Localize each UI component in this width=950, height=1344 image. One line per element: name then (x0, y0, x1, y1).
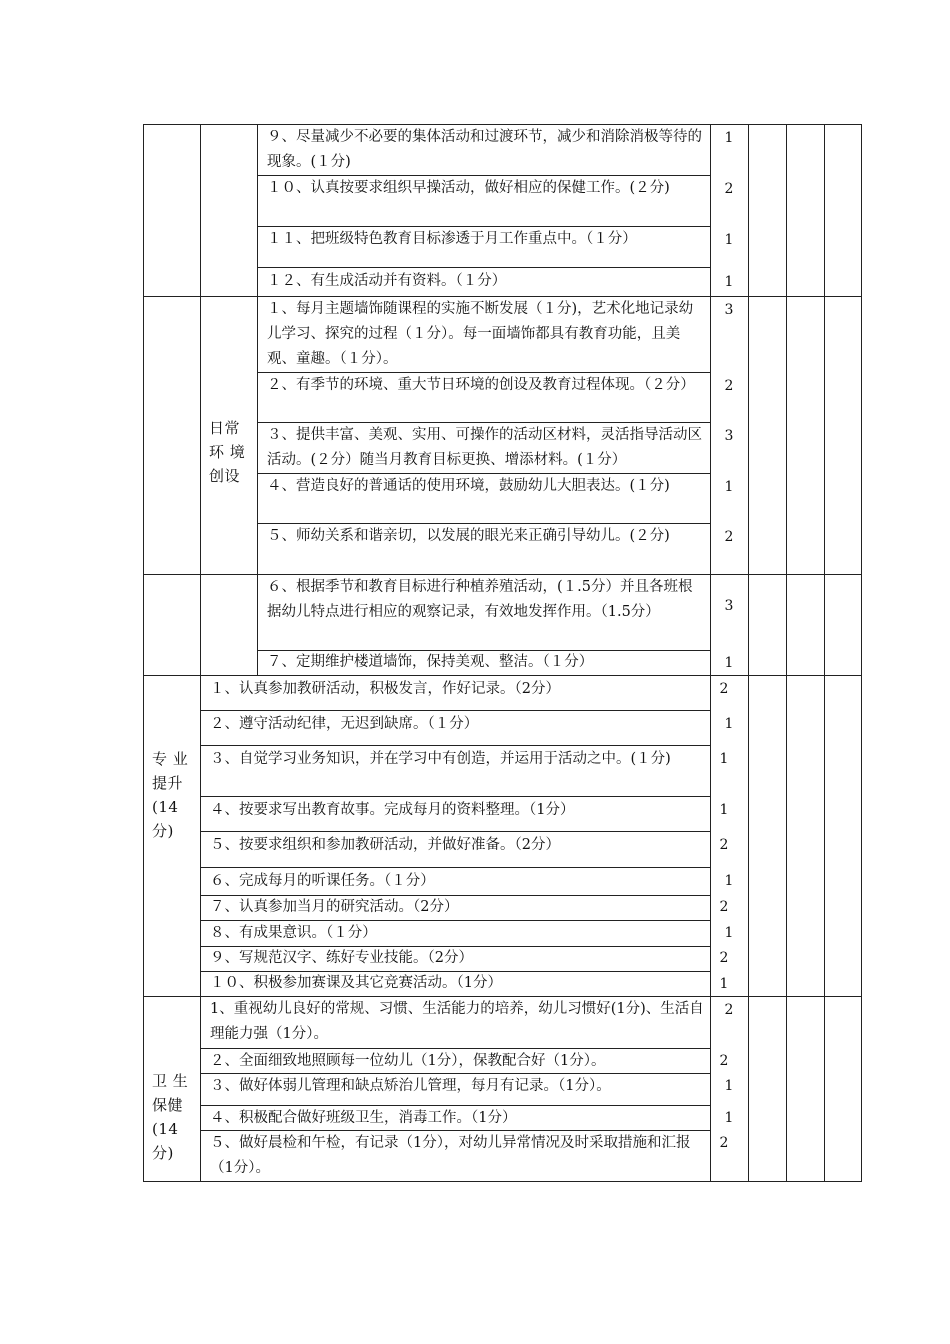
item-text: ３、做好体弱儿管理和缺点矫治儿管理，每月有记录。（1分）。 (210, 1078, 611, 1094)
item-text: ６、根据季节和教育目标进行种植养殖活动，(１.5分）并且各班根据幼儿特点进行相应的观察记录，有效地发挥作用。（1.5分） (267, 579, 693, 620)
item-text: ９、尽量减少不必要的集体活动和过渡环节，减少和消除消极等待的现象。(１分) (267, 129, 702, 170)
item-text: ２、有季节的环境、重大节日环境的创设及教育过程体现。（２分） (267, 377, 695, 393)
item-score: 2 (719, 1053, 729, 1069)
item-text: ７、认真参加当月的研究活动。（2分） (210, 899, 459, 915)
item-text: ４、按要求写出教育故事。完成每月的资料整理。（1分） (210, 802, 575, 818)
score-column-divider (710, 124, 711, 1182)
item-text: １、认真参加教研活动，积极发言，作好记录。（2分） (210, 681, 560, 697)
item-text: ５、做好晨检和午检，有记录（1分），对幼儿异常情况及时采取措施和汇报（1分）。 (210, 1135, 691, 1176)
item-score: 1 (724, 873, 734, 889)
item-score: 2 (719, 1135, 729, 1151)
item-text: ５、按要求组织和参加教研活动，并做好准备。（2分） (210, 837, 560, 853)
item-score: 1 (724, 232, 734, 248)
item-text: ８、有成果意识。（１分） (210, 925, 377, 941)
item-text: ９、写规范汉字、练好专业技能。（2分） (210, 950, 473, 966)
item-text: １０、认真按要求组织早操活动，做好相应的保健工作。(２分) (267, 180, 670, 196)
item-score: 1 (724, 1110, 734, 1126)
item-score: 1 (724, 655, 734, 671)
item-score: 1 (719, 976, 729, 992)
item-score: 2 (719, 950, 729, 966)
blank-column-divider-2 (786, 124, 787, 1182)
item-score: 2 (719, 681, 729, 697)
table-border-right (861, 124, 862, 1182)
item-text: １２、有生成活动并有资料。（１分） (267, 273, 507, 289)
item-text: ７、定期维护楼道墙饰，保持美观、整洁。（１分） (267, 654, 594, 670)
evaluation-table (143, 124, 862, 1182)
item-score: 2 (724, 378, 734, 394)
item-score: 1 (724, 479, 734, 495)
item-score: 1 (724, 130, 734, 146)
item-text: １０、积极参加赛课及其它竞赛活动。（1分） (210, 975, 502, 991)
item-score: 1 (724, 716, 734, 732)
item-score: 2 (724, 1002, 734, 1018)
item-text: ６、完成每月的听课任务。（１分） (210, 873, 435, 889)
item-score: 2 (724, 181, 734, 197)
item-text: ２、全面细致地照顾每一位幼儿（1分），保教配合好（1分）。 (210, 1053, 606, 1069)
category-label-environment: 日常 环 境 创设 (209, 419, 246, 485)
section-divider (143, 675, 862, 676)
item-score: 2 (719, 837, 729, 853)
item-text: 1、重视幼儿良好的常规、习惯、生活能力的培养，幼儿习惯好(1分)、生活自理能力强（1分）。 (210, 1001, 704, 1042)
item-text: １１、把班级特色教育目标渗透于月工作重点中。（１分） (267, 231, 637, 247)
item-text: ２、遵守活动纪律，无迟到缺席。（１分） (210, 716, 479, 732)
blank-column-divider-1 (748, 124, 749, 1182)
item-text: ３、提供丰富、美观、实用、可操作的活动区材料，灵活指导活动区活动。(２分）随当月教育目标更换、增添材料。(１分） (267, 427, 702, 468)
item-score: 1 (719, 802, 729, 818)
item-score: 3 (724, 428, 734, 444)
subcategory-column-divider (257, 124, 258, 675)
item-score: 1 (719, 751, 729, 767)
item-text: ４、营造良好的普通话的使用环境，鼓励幼儿大胆表达。(１分) (267, 478, 670, 494)
table-border-left (143, 124, 144, 1182)
category-label-professional: 专 业 提升 (14 分) (152, 750, 189, 840)
item-score: 2 (724, 529, 734, 545)
category-column-divider (200, 124, 201, 1182)
item-text: ４、积极配合做好班级卫生，消毒工作。（1分） (210, 1110, 517, 1126)
item-score: 1 (724, 925, 734, 941)
item-text: ３、自觉学习业务知识，并在学习中有创造，并运用于活动之中。(１分) (210, 751, 671, 767)
category-label-health: 卫 生 保健 (14 分) (152, 1072, 189, 1162)
table-border-bottom (143, 1181, 862, 1182)
item-text: １、每月主题墙饰随课程的实施不断发展（１分)，艺术化地记录幼儿学习、探究的过程（１分）。每一面墙饰都具有教育功能，且美观、童趣。（１分）。 (267, 301, 694, 367)
blank-column-divider-3 (824, 124, 825, 1182)
item-score: 1 (724, 1078, 734, 1094)
item-score: 3 (724, 598, 734, 614)
item-score: 2 (719, 899, 729, 915)
item-score: 3 (724, 302, 734, 318)
item-score: 1 (724, 274, 734, 290)
item-text: ５、师幼关系和谐亲切，以发展的眼光来正确引导幼儿。(２分) (267, 528, 670, 544)
